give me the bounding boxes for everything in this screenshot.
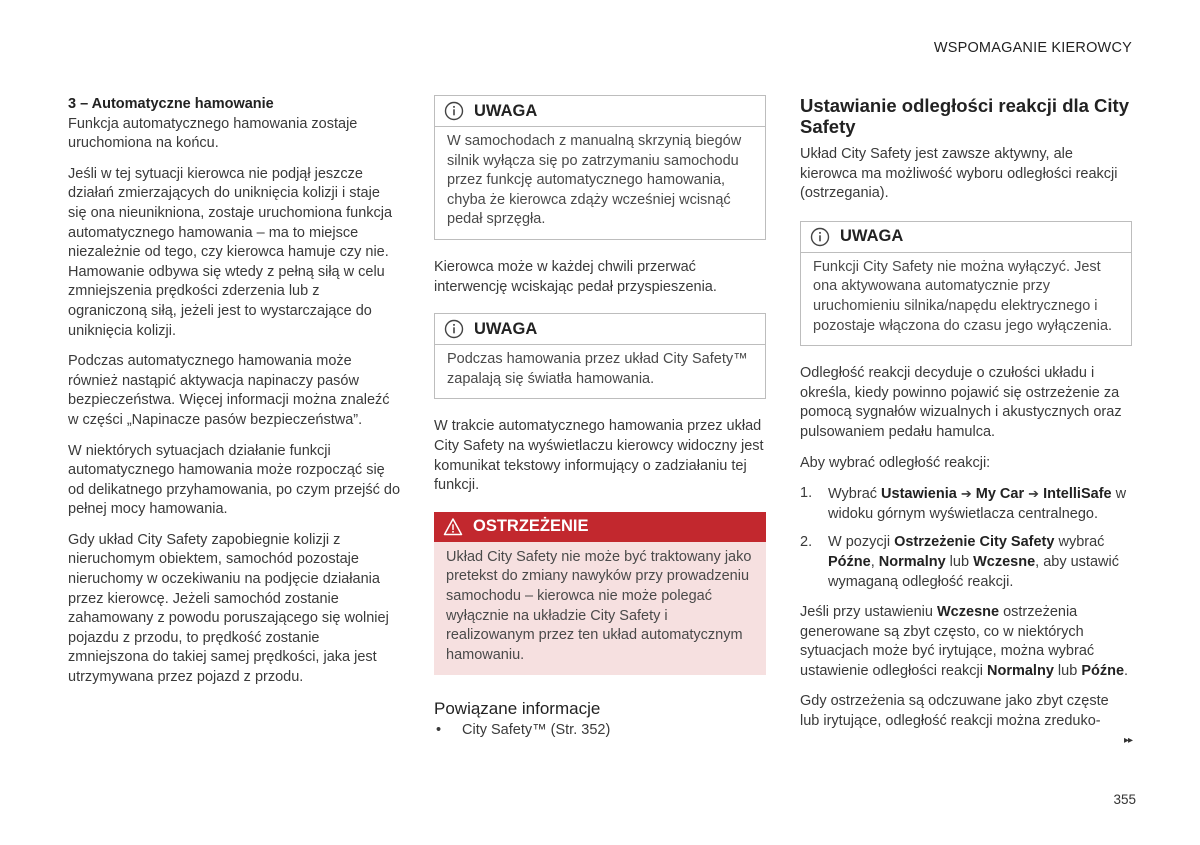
- warning-triangle-icon: [443, 517, 463, 537]
- option-early: Wczesne: [973, 553, 1036, 570]
- info-icon: [444, 319, 464, 339]
- step-text: Wybrać Ustawienia ➔ My Car ➔ IntelliSafe w widoku górnym wyświetlacza centralnego.: [828, 486, 1127, 522]
- related-info-heading: Powiązane informacje: [434, 699, 601, 719]
- note-header: [801, 222, 1131, 253]
- subheading-automatic-braking: 3 – Automatyczne hamowanie: [68, 96, 274, 112]
- note-text: Funkcji City Safety nie można wyłączyć. Jest ona aktywowana automatycznie przy uruchomieniu silnika/napędu elektrycznego i pozostaje włączona do czasu jego wyłączenia.: [813, 258, 1113, 334]
- paragraph: Gdy układ City Safety zapobiegnie kolizji z nieruchomym obiektem, samochód pozostaje nieruchomy w oczekiwaniu na podjęcie działania przez kierowcę. Jeżeli samochód zostanie zahamowany z powodu poruszającego się wolniej pojazdu z przodu, to prędkość zostanie zmniejszona do takiej samej prędkości, jaka jest utrzymywana przez pojazd z przodu.: [68, 531, 389, 686]
- note-box-brake-lights: [434, 313, 766, 399]
- section-heading: Ustawianie odległości reakcji dla City Safety: [800, 95, 1130, 137]
- section-header: WSPOMAGANIE KIEROWCY: [933, 40, 1132, 56]
- option-city-safety-warning: Ostrzeżenie City Safety: [894, 534, 1055, 551]
- note-text: Podczas hamowania przez układ City Safety™ zapalają się światła hamowania.: [447, 351, 748, 387]
- paragraph: Aby wybrać odległość reakcji:: [800, 454, 991, 471]
- related-info-list: [434, 721, 766, 741]
- note-text: W samochodach z manualną skrzynią biegów silnik wyłącza się po zatrzymaniu samochodu przez funkcję automatycznego hamowania, chyba że kierowca zdąży wcześniej wcisnąć pedał sprzęgła.: [447, 133, 742, 228]
- continue-arrows-icon: ▸▸: [1123, 735, 1132, 746]
- option-late: Późne: [828, 553, 871, 570]
- note-box-manual-gearbox: [434, 95, 766, 240]
- paragraph: Podczas automatycznego hamowania może również nastąpić aktywacja napinaczy pasów bezpieczeństwa. Więcej informacji można znaleźć w części „Napinacze pasów bezpieczeństwa”.: [68, 353, 390, 428]
- paragraph: Jeśli przy ustawieniu Wczesne ostrzeżenia generowane są zbyt często, co w niektórych sytuacjach może być irytujące, można wybrać ustawienie odległości reakcji Normalny lub Późne.: [800, 604, 1129, 679]
- info-icon: [810, 227, 830, 247]
- menu-path-intellisafe: IntelliSafe: [1043, 486, 1112, 503]
- column-middle: [434, 95, 766, 741]
- step-item: [800, 484, 1132, 524]
- page-number: 355: [1113, 792, 1136, 807]
- column-left: [68, 95, 401, 699]
- paragraph: Kierowca może w każdej chwili przerwać interwencję wciskając pedał przyspieszenia.: [434, 258, 717, 295]
- warning-box: [434, 512, 766, 676]
- related-link-city-safety[interactable]: • City Safety™ (Str. 352): [434, 721, 766, 741]
- steps-list: [800, 484, 1132, 592]
- paragraph: Gdy ostrzeżenia są odczuwane jako zbyt częste lub irytujące, odległość reakcji można zreduko-: [800, 693, 1109, 730]
- step-text: W pozycji Ostrzeżenie City Safety wybrać Późne, Normalny lub Wczesne, aby ustawić wymaganą odległość reakcji.: [828, 534, 1119, 590]
- note-title: UWAGA: [840, 227, 904, 246]
- warning-text: Układ City Safety nie może być traktowany jako pretekst do zmiany nawyków przy prowadzeniu samochodu – kierowca nie może polegać wyłącznie na układzie City Safety i realizowanym przez ten układ automatycznym hamowaniu.: [446, 548, 752, 663]
- option-normal: Normalny: [878, 553, 946, 570]
- menu-path-my-car: My Car: [975, 486, 1025, 503]
- paragraph: Funkcja automatycznego hamowania zostaje uruchomiona na końcu.: [68, 115, 358, 152]
- paragraph: Odległość reakcji decyduje o czułości układu i określa, kiedy powinno pojawić się ostrzeżenie za pomocą sygnałów wizualnych i akustycznych oraz pulsowaniem pedału hamulca.: [800, 365, 1122, 440]
- paragraph: Układ City Safety jest zawsze aktywny, ale kierowca ma możliwość wyboru odległości reakcji (ostrzegania).: [800, 146, 1118, 202]
- warning-title: OSTRZEŻENIE: [473, 517, 589, 536]
- menu-path-settings: Ustawienia: [881, 486, 957, 503]
- info-icon: [444, 101, 464, 121]
- note-title: UWAGA: [474, 319, 538, 338]
- column-right: [800, 95, 1132, 743]
- step-item: [800, 533, 1132, 592]
- note-header: [435, 314, 765, 345]
- paragraph: W trakcie automatycznego hamowania przez układ City Safety na wyświetlaczu kierowcy widoczny jest komunikat tekstowy informujący o zadziałaniu tej funkcji.: [434, 418, 764, 494]
- step-number: 1.: [800, 485, 813, 502]
- step-number: 2.: [800, 534, 813, 551]
- paragraph: W niektórych sytuacjach działanie funkcji automatycznego hamowania może rozpocząć się od delikatnego przyhamowania, po czym przejść do pełnej mocy hamowania.: [68, 442, 401, 518]
- arrow-right-icon: ➔: [960, 486, 972, 502]
- note-header: [435, 96, 765, 127]
- warning-header: [434, 512, 766, 542]
- paragraph: Jeśli w tej sytuacji kierowca nie podjął jeszcze działań zmierzających do uniknięcia kolizji i staje się ona nieunikniona, zostaje uruchomiona funkcja automatycznego hamowania – ma to miejsce niezależnie od tego, czy kierowca hamuje czy nie. Hamowanie odbywa się wtedy z pełną siłą w celu zmniejszenia prędkości zderzenia lub z ograniczoną siłą, jeżeli jest to wystarczające do uniknięcia kolizji.: [68, 165, 393, 339]
- note-box-cannot-disable: [800, 221, 1132, 346]
- arrow-right-icon: ➔: [1028, 486, 1040, 502]
- note-title: UWAGA: [474, 101, 538, 120]
